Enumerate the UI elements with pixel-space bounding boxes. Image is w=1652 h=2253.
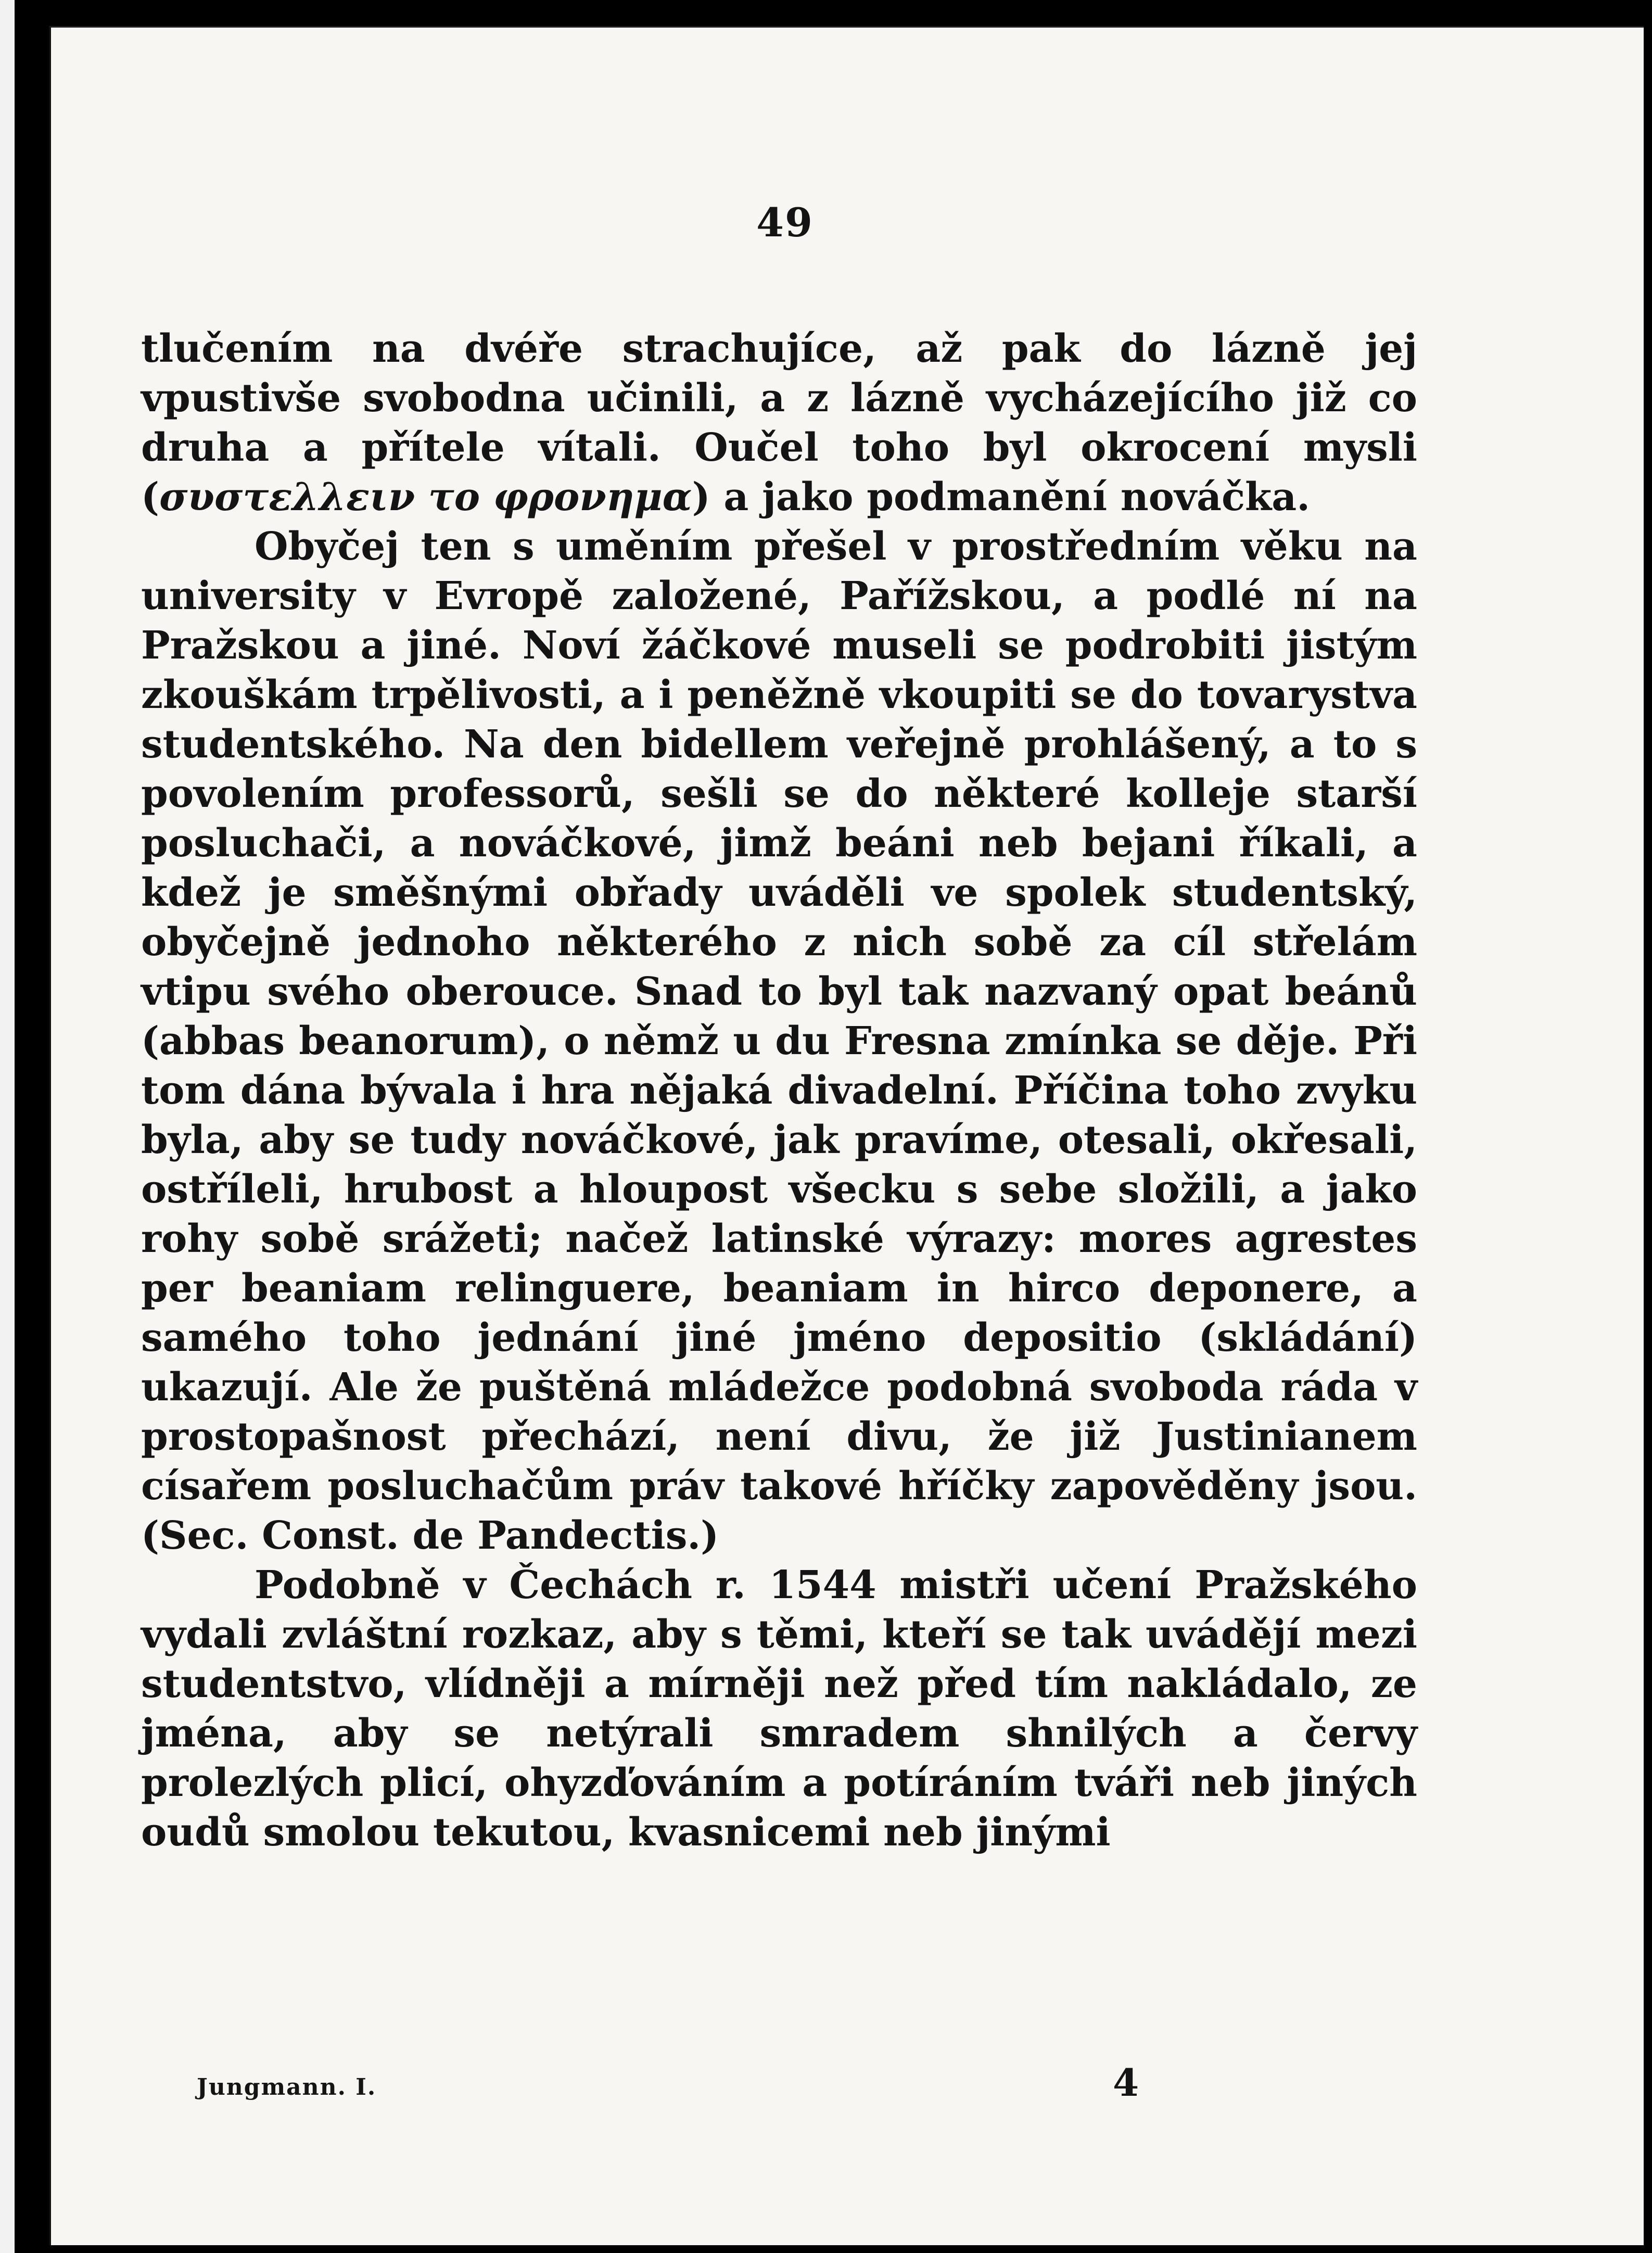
paragraph-1 (141, 324, 1417, 522)
page-number: 49 (756, 199, 814, 246)
greek-phrase: συστελλειν το φρονημα (159, 475, 692, 520)
paragraph-3: Podobně v Čechách r. 1544 mistři učení Pražského vydali zvláštní rozkaz, aby s těmi, kteří se tak uvádějí mezi studentstvo, vlídněji a mírněji než před tím nakládalo, ze jména, aby se netýrali smradem shnilých a červy prolezlých plicí, ohyzďováním a potíráním tváři neb jiných oudů smolou tekutou, kvasnicemi neb jinými (141, 1563, 1417, 1855)
scan-edge (0, 0, 15, 2253)
body-text (141, 324, 1417, 1857)
paragraph-2: Obyčej ten s uměním přešel v prostředním věku na university v Evropě založené, Pařížskou, a podlé ní na Pražskou a jiné. Noví žáčkové museli se podrobiti jistým zkouškám trpělivosti, a i peněžně vkoupiti se do tovarystva studentského. Na den bidellem veřejně prohlášený, a to s povolením professorů, sešli se do některé kolleje starší posluchači, a nováčkové, jimž beáni neb bejani říkali, a kdež je směšnými obřady uváděli ve spolek studentský, obyčejně jednoho některého z nich sobě za cíl střelám vtipu svého oberouce. Snad to byl tak nazvaný opat beánů (abbas beanorum), o němž u du Fresna zmínka se děje. Při tom dána bývala i hra nějaká divadelní. Příčina toho zvyku byla, aby se tudy nováčkové, jak pravíme, otesali, okřesali, ostříleli, hrubost a hloupost všecku s sebe složili, a jako rohy sobě srážeti; načež latinské výrazy: mores agrestes per beaniam relinguere, beaniam in hirco deponere, a samého toho jednání jiné jméno depositio (skládání) ukazují. Ale že puštěná mládežce podobná svoboda ráda v prostopašnost přechází, není divu, že již Justinianem císařem posluchačům práv takové hříčky zapověděny jsou. (Sec. Const. de Pandectis.) (141, 524, 1417, 1558)
footer-signature: Jungmann. I. (197, 2074, 377, 2100)
paragraph-1-text-end: ) a jako podmanění nováčka. (692, 475, 1311, 520)
book-page (49, 26, 1644, 2245)
paragraph-1-text-start: tlučením na dvéře strachujíce, až pak do lázně jej vpustivše svobodna učinili, a z lázně vycházejícího již co druha a přítele vítali. Oučel toho byl okrocení mysli ( (141, 326, 1417, 520)
sheet-number: 4 (1113, 2060, 1139, 2105)
